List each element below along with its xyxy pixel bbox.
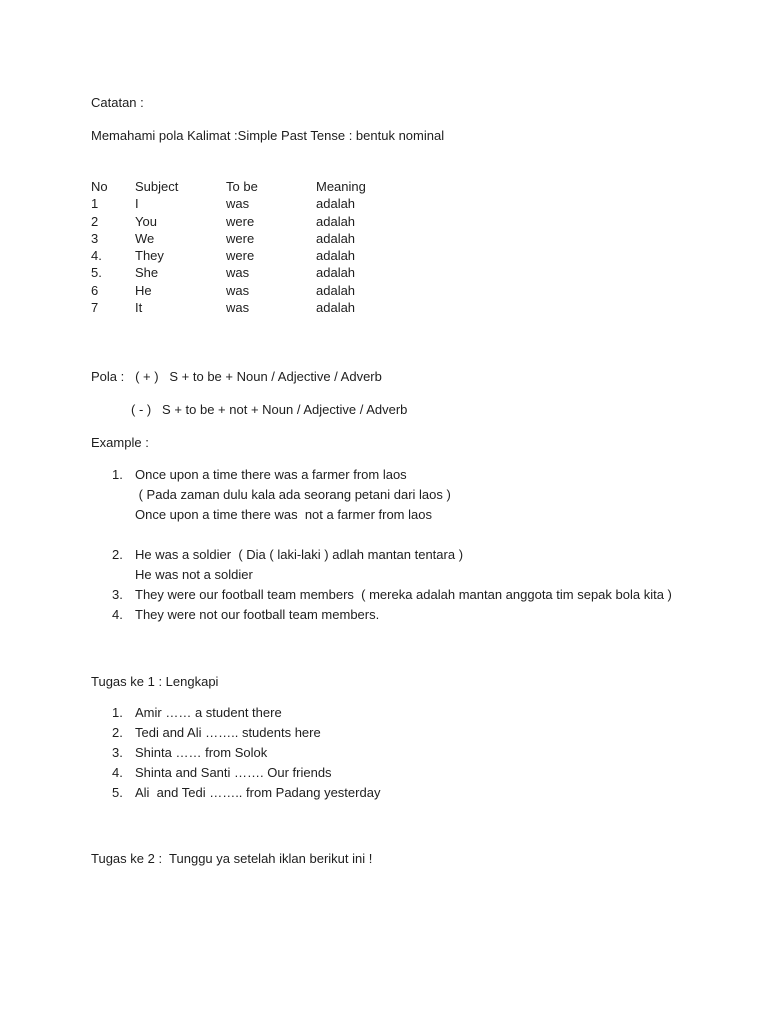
cell-no: 3 [91,230,99,246]
item-number: 5. [112,785,123,800]
list-item [112,545,672,565]
list-item [112,783,380,803]
pattern-negative: ( - ) S + to be + not + Noun / Adjective / Adverb [131,402,408,417]
cell-to-be: was [226,300,250,316]
cell-meaning: adalah [316,213,356,229]
item-text: Tedi and Ali …….. students here [135,725,321,740]
item-number: 1. [112,467,123,482]
table-row [91,264,421,281]
cell-meaning: adalah [316,282,356,298]
list-item [112,723,380,743]
topic-title: Memahami pola Kalimat :Simple Past Tense : bentuk nominal [91,128,445,143]
cell-subject: They [135,248,164,264]
example-label: Example : [91,435,149,450]
cell-to-be: was [226,265,250,281]
table-row [91,213,421,230]
task2-label: Tugas ke 2 : Tunggu ya setelah iklan berikut ini ! [91,851,373,866]
item-number: 4. [112,607,123,622]
header-no: No [91,179,108,194]
pattern-positive: Pola : ( + ) S + to be + Noun / Adjective / Adverb [91,369,382,384]
cell-no: 6 [91,282,99,298]
item-text: Shinta and Santi ……. Our friends [135,765,332,780]
task1-list [112,703,380,803]
cell-to-be: was [226,282,250,298]
table-row [91,247,421,264]
cell-no: 2 [91,213,99,229]
item-text: Ali and Tedi …….. from Padang yesterday [135,785,381,800]
cell-meaning: adalah [316,300,356,316]
cell-to-be: were [226,248,255,264]
item-text: They were our football team members ( mereka adalah mantan anggota tim sepak bola kita ) [135,587,672,602]
cell-no: 7 [91,300,99,316]
header-to-be: To be [226,179,258,194]
item-text: Shinta …… from Solok [135,745,268,760]
list-item [112,763,380,783]
to-be-table [91,178,421,316]
cell-meaning: adalah [316,230,356,246]
list-item [112,743,380,763]
cell-subject: I [135,196,139,212]
list-item [112,585,672,605]
list-item [112,465,451,485]
header-meaning: Meaning [316,179,366,194]
item-negative: Once upon a time there was not a farmer from laos [135,507,432,522]
example-list [112,465,451,525]
table-header-row [91,178,421,195]
item-translation: ( Pada zaman dulu kala ada seorang petani dari laos ) [135,487,451,502]
table-row [91,195,421,212]
cell-subject: We [135,230,155,246]
cell-subject: It [135,300,143,316]
item-number: 4. [112,765,123,780]
cell-no: 1 [91,196,99,212]
note-label: Catatan : [91,95,144,110]
item-negative: He was not a soldier [135,567,253,582]
item-number: 1. [112,705,123,720]
item-number: 3. [112,745,123,760]
cell-no: 5. [91,265,102,281]
table-row [91,299,421,316]
list-item [112,703,380,723]
task1-label: Tugas ke 1 : Lengkapi [91,674,219,689]
cell-to-be: were [226,230,255,246]
item-text: He was a soldier ( Dia ( laki-laki ) adlah mantan tentara ) [135,547,464,562]
example-list-continued [112,545,672,625]
table-row [91,282,421,299]
cell-subject: He [135,282,152,298]
item-number: 2. [112,725,123,740]
cell-meaning: adalah [316,196,356,212]
item-number: 3. [112,587,123,602]
cell-meaning: adalah [316,265,356,281]
item-text: Once upon a time there was a farmer from laos [135,467,407,482]
cell-subject: You [135,213,157,229]
item-text: They were not our football team members. [135,607,380,622]
cell-no: 4. [91,248,102,264]
list-item [112,605,672,625]
item-number: 2. [112,547,123,562]
cell-subject: She [135,265,159,281]
item-text: Amir …… a student there [135,705,282,720]
header-subject: Subject [135,179,179,194]
cell-to-be: were [226,213,255,229]
table-row [91,230,421,247]
cell-to-be: was [226,196,250,212]
cell-meaning: adalah [316,248,356,264]
